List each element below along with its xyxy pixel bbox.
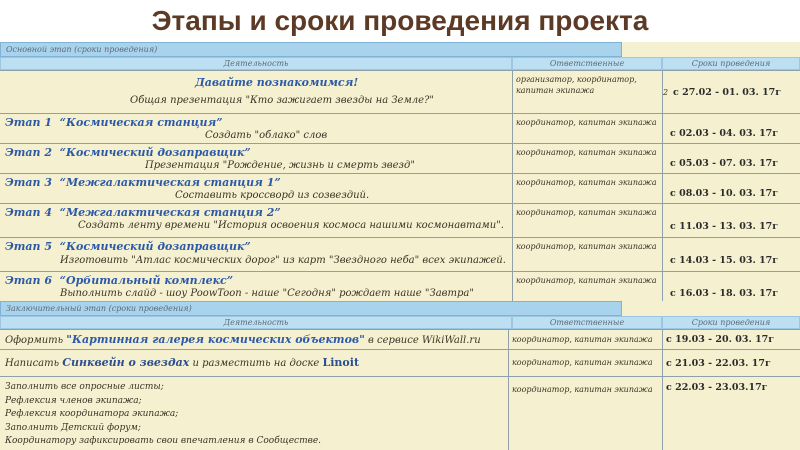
final-responsible: координатор, капитан экипажа — [512, 335, 653, 344]
stage-name: “Орбитальный комплекс” — [59, 274, 234, 287]
stage-text: Создать ленту времени "История освоения космоса нашими космонавтами". — [78, 220, 504, 231]
stage-text: Выполнить слайд - шоу PoowToon - наше "Сегодня" рождает наше "Завтра" — [60, 288, 474, 299]
intro-dates: с 27.02 - 01. 03. 17г — [673, 87, 782, 98]
stage-label: Этап 1 — [5, 116, 52, 129]
stage-label: Этап 6 — [5, 274, 52, 287]
final-dates: с 19.03 - 20. 03. 17г — [666, 334, 775, 345]
stage-text: Изготовить "Атлас космических дорог" из карт "Звездного неба" всех экипажей. — [60, 255, 506, 266]
stage-dates: с 16.03 - 18. 03. 17г — [670, 288, 779, 299]
header-responsible: Ответственные — [512, 316, 662, 329]
stage-text: Создать "облако" слов — [205, 130, 328, 141]
checklist-line: Рефлексия членов экипажа; — [5, 395, 142, 406]
intro-responsible: организатор, координатор, капитан экипажа — [516, 75, 637, 95]
stage-name: “Космическая станция” — [59, 116, 223, 129]
table-row-intro — [0, 70, 800, 113]
stage-text: Составить кроссворд из созвездий. — [175, 190, 370, 201]
schedule-table — [0, 42, 800, 450]
checklist-line: Координатору зафиксировать свои впечатления в Сообществе. — [5, 436, 322, 446]
stage-label: Этап 4 — [5, 206, 52, 219]
main-stage-band: Основной этап (сроки проведения) — [0, 42, 622, 57]
table-row — [0, 349, 800, 376]
page-title: Этапы и сроки проведения проекта — [151, 5, 649, 36]
final-dates: с 22.03 - 23.03.17г — [666, 382, 768, 393]
intro-heading: Давайте познакомимся! — [195, 76, 359, 89]
checklist-line: Рефлексия координатора экипажа; — [5, 409, 179, 419]
stage-text: Презентация "Рождение, жизнь и смерть звезд" — [145, 160, 415, 171]
intro-text: Общая презентация "Кто зажигает звезды на Земле?" — [130, 95, 435, 106]
final-name: Синквейн о звездах — [62, 356, 190, 369]
stage-responsible: координатор, капитан экипажа — [516, 276, 657, 285]
header-responsible: Ответственные — [512, 57, 662, 70]
final-name: "Картинная галерея космических объектов" — [66, 333, 365, 346]
intro-mark: 2 — [663, 88, 669, 97]
final-responsible: координатор, капитан экипажа — [512, 358, 653, 367]
header-dates: Сроки проведения — [662, 57, 800, 70]
table-row — [0, 237, 800, 271]
final-stage-band: Заключительный этап (сроки проведения) — [0, 301, 622, 316]
table-row — [0, 376, 800, 450]
stage-name: “Космический дозаправщик” — [59, 240, 251, 253]
final-responsible: координатор, капитан экипажа — [512, 385, 653, 394]
table-row — [0, 113, 800, 143]
stage-name: “Межгалактическая станция 2” — [59, 206, 281, 219]
final-checklist — [5, 381, 321, 449]
stage-responsible: координатор, капитан экипажа — [516, 148, 657, 157]
table-row — [0, 271, 800, 301]
stage-label: Этап 3 — [5, 176, 52, 189]
stage-dates: с 08.03 - 10. 03. 17г — [670, 188, 779, 199]
table-row — [0, 173, 800, 203]
stage-responsible: координатор, капитан экипажа — [516, 118, 657, 127]
table-row — [0, 203, 800, 237]
table-row — [0, 329, 800, 349]
stage-dates: с 11.03 - 13. 03. 17г — [670, 221, 779, 232]
header-activity: Деятельность — [0, 57, 512, 70]
final-prefix: Оформить — [5, 335, 67, 346]
stage-responsible: координатор, капитан экипажа — [516, 208, 657, 217]
table-row — [0, 143, 800, 173]
header-activity: Деятельность — [0, 316, 512, 329]
stage-responsible: координатор, капитан экипажа — [516, 242, 657, 251]
final-dates: с 21.03 - 22.03. 17г — [666, 358, 771, 369]
stage-dates: с 05.03 - 07. 03. 17г — [670, 158, 779, 169]
stage-responsible: координатор, капитан экипажа — [516, 178, 657, 187]
stage-name: “Космический дозаправщик” — [59, 146, 251, 159]
stage-dates: с 14.03 - 15. 03. 17г — [670, 255, 779, 266]
stage-label: Этап 2 — [5, 146, 52, 159]
final-prefix: Написать — [5, 358, 63, 369]
stage-dates: с 02.03 - 04. 03. 17г — [670, 128, 779, 139]
checklist-line: Заполнить Детский форум; — [5, 422, 141, 433]
final-suffix: в сервисе WikiWall.ru — [364, 335, 481, 346]
final-suffix: и разместить на доске — [189, 358, 323, 369]
stage-label: Этап 5 — [5, 240, 52, 253]
stage-name: “Межгалактическая станция 1” — [59, 176, 281, 189]
checklist-line: Заполнить все опросные листы; — [5, 382, 164, 392]
header-dates: Сроки проведения — [662, 316, 800, 329]
final-suffix-bold: Linoit — [322, 356, 360, 369]
